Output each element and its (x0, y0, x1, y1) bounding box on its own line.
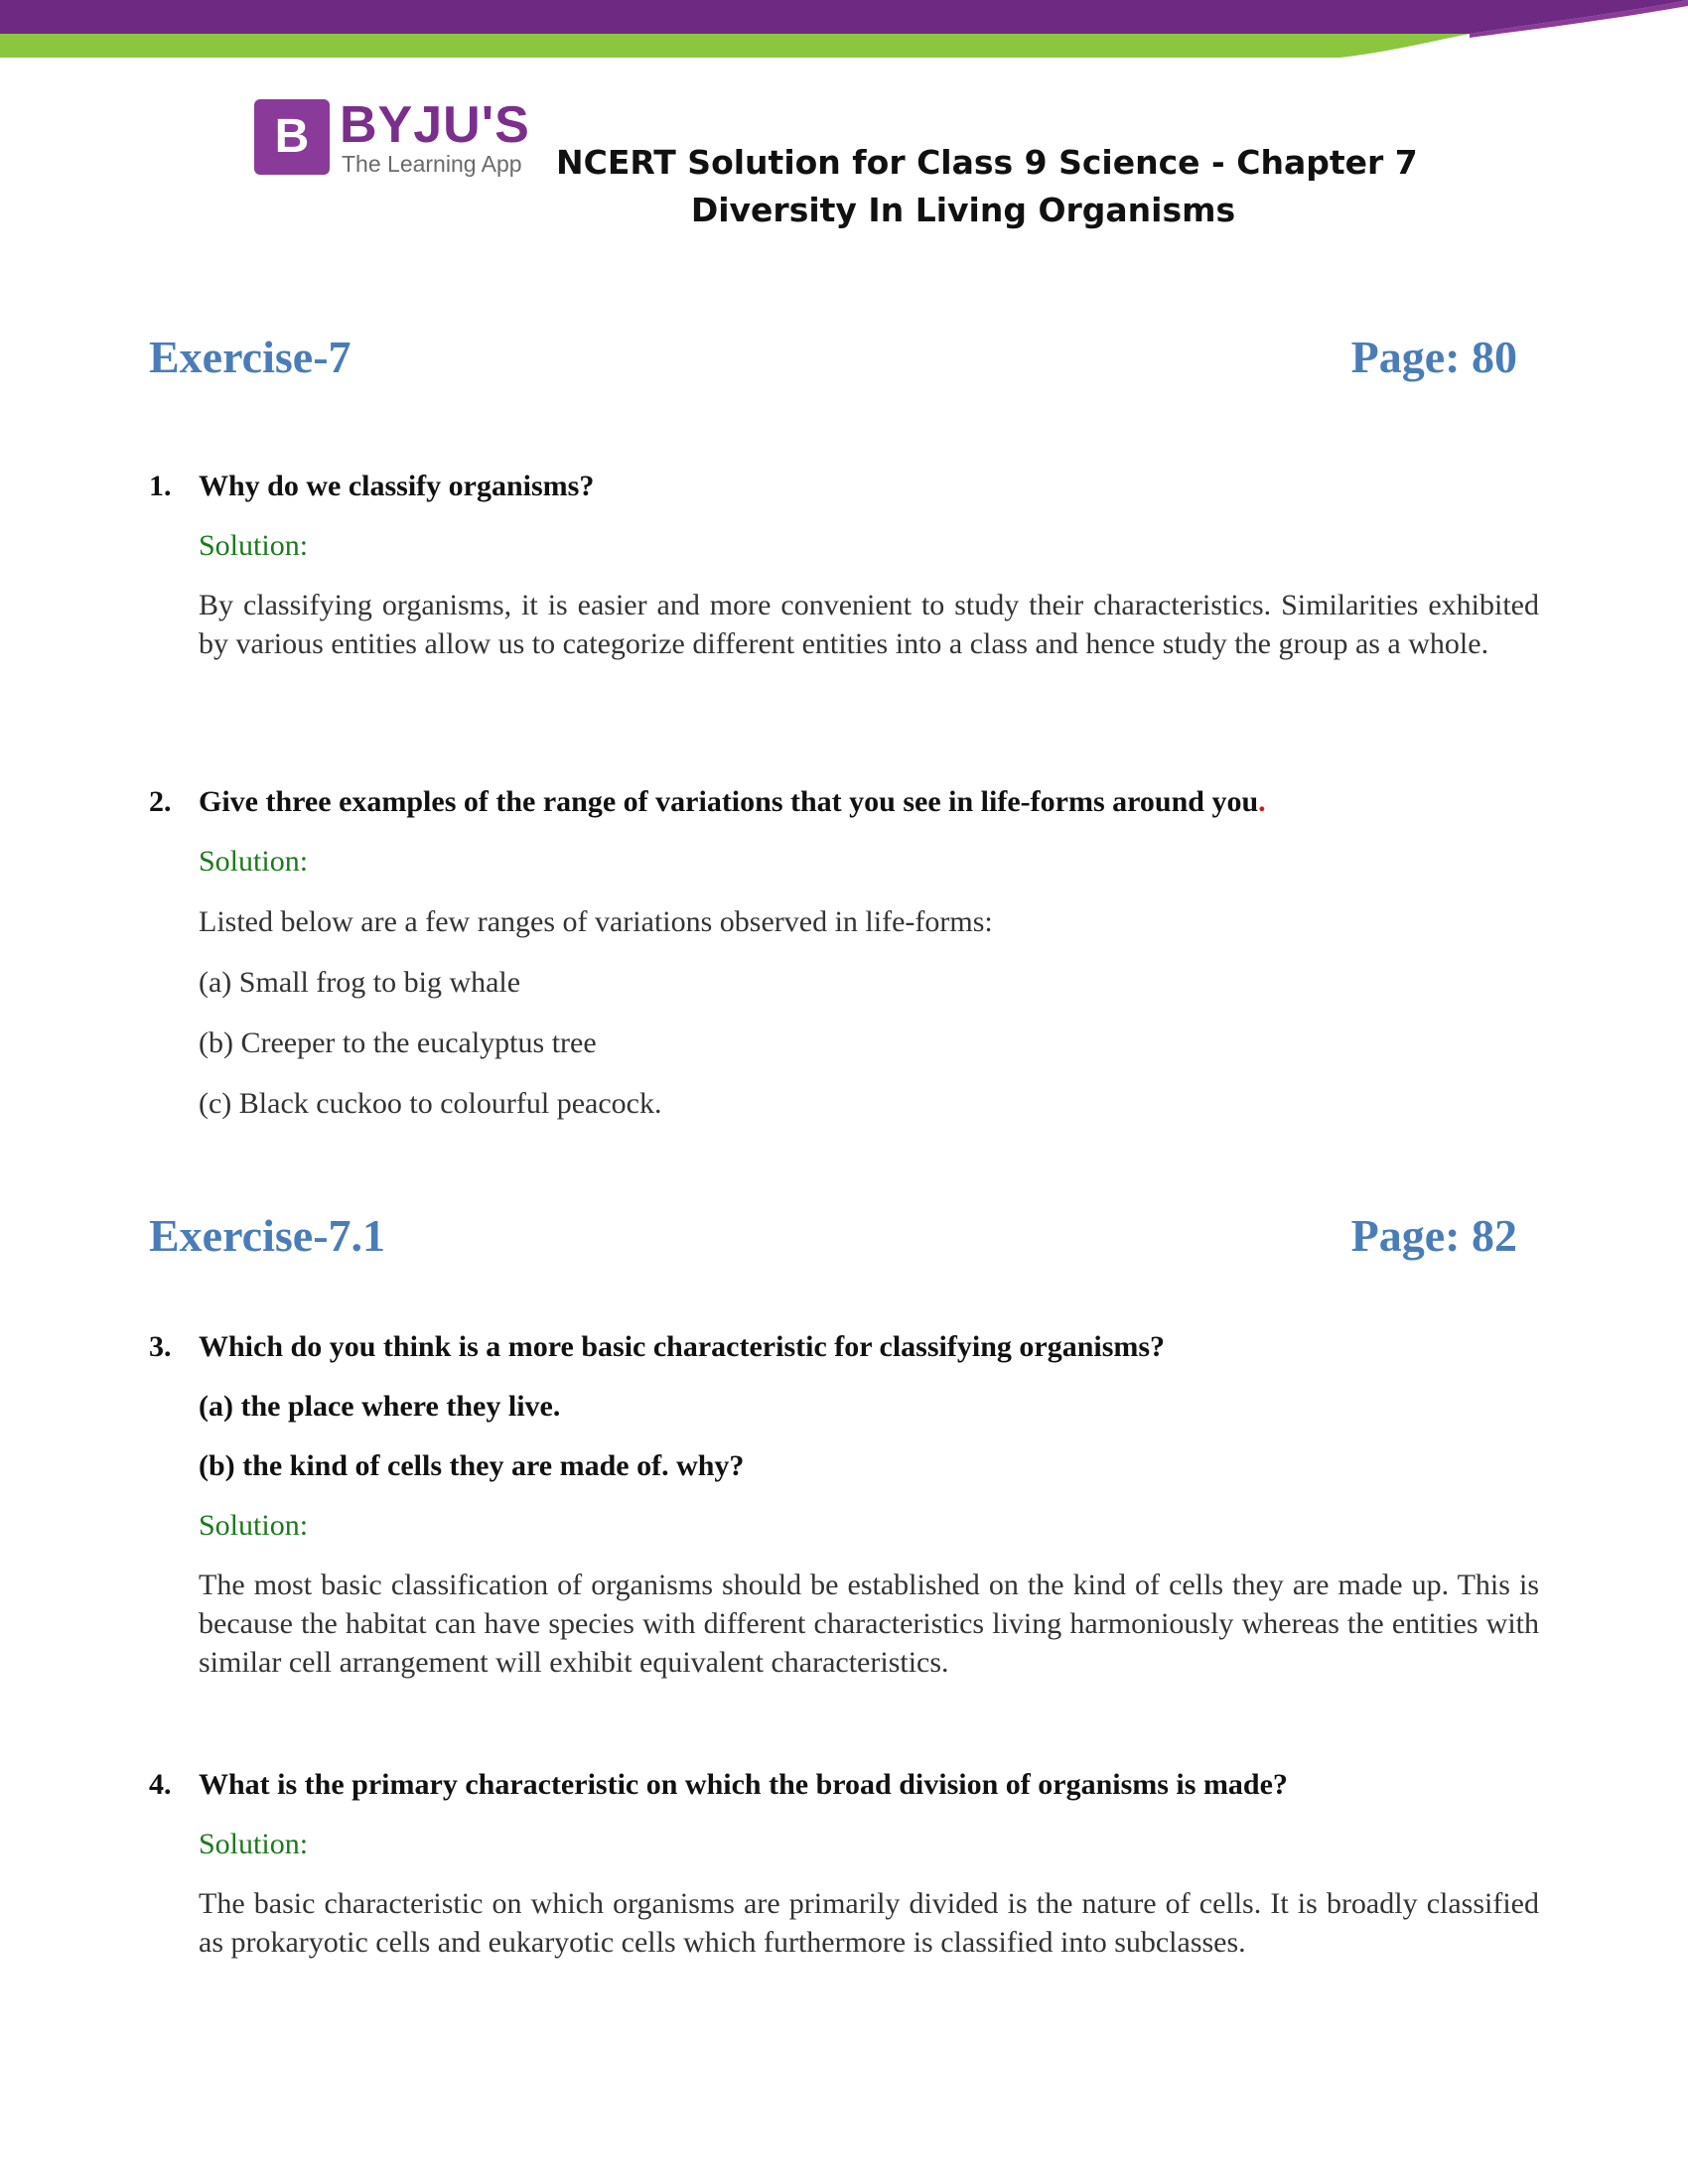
solution-list-item: (c) Black cuckoo to colourful peacock. (199, 1087, 662, 1120)
title-line-1: NCERT Solution for Class 9 Science - Chapter 7 (556, 143, 1418, 182)
solution-text: By classifying organisms, it is easier and more convenient to study their characteristics. Similarities exhibited by various entities allow us to categorize different entities into a class and hence study the group as a whole. (199, 589, 1539, 660)
question-number: 3. (149, 1330, 172, 1363)
question-item (149, 467, 1539, 663)
logo-letter: B (274, 110, 310, 163)
question-item (149, 1327, 1539, 1682)
document-title (556, 139, 1418, 234)
question-label: Why do we classify organisms? (199, 470, 595, 502)
question-option: (a) the place where they live. (199, 1390, 561, 1423)
solution-text: The most basic classification of organisms should be established on the kind of cells they are made up. This is because the habitat can have species with different characteristics living harmoniously whereas the entities with similar cell arrangement will exhibit equivalent characteristics. (199, 1569, 1539, 1679)
logo-name: BYJU'S (340, 96, 530, 154)
exercise-heading (149, 1209, 1517, 1269)
solution-intro: Listed below are a few ranges of variations observed in life-forms: (199, 905, 993, 938)
exercise-page: Page: 80 (1350, 332, 1517, 382)
question-text (149, 782, 1539, 822)
solution-label: Solution: (199, 845, 309, 878)
solution-text: The basic characteristic on which organisms are primarily divided is the nature of cells. It is broadly classified as prokaryotic cells and eukaryotic cells which furthermore is classified into subclasses. (199, 1887, 1539, 1959)
question-item (149, 1765, 1539, 1962)
question-label: What is the primary characteristic on which the broad division of organisms is made? (199, 1768, 1288, 1801)
question-item (149, 782, 1539, 1124)
byjus-logo (254, 96, 542, 183)
header-decorative-band (0, 0, 1688, 64)
question-end-mark: . (1258, 785, 1266, 818)
question-text (149, 1327, 1539, 1367)
solution-label: Solution: (199, 1828, 309, 1860)
question-text (149, 467, 1539, 506)
question-number: 2. (149, 785, 172, 818)
logo-tagline: The Learning App (342, 151, 522, 177)
question-option: (b) the kind of cells they are made of. why? (199, 1449, 745, 1482)
question-label: Which do you think is a more basic characteristic for classifying organisms? (199, 1330, 1166, 1363)
title-line-2: Diversity In Living Organisms (690, 191, 1236, 229)
question-text (149, 1765, 1539, 1805)
solution-list-item: (b) Creeper to the eucalyptus tree (199, 1026, 597, 1059)
exercise-page: Page: 82 (1350, 1210, 1517, 1261)
solution-list-item: (a) Small frog to big whale (199, 966, 521, 999)
question-number: 4. (149, 1768, 172, 1801)
question-label: Give three examples of the range of variations that you see in life-forms around you (199, 785, 1259, 818)
solution-label: Solution: (199, 529, 309, 562)
solution-label: Solution: (199, 1509, 309, 1542)
exercise-name: Exercise-7 (149, 332, 352, 382)
exercise-heading (149, 331, 1517, 390)
question-number: 1. (149, 470, 172, 502)
exercise-name: Exercise-7.1 (149, 1210, 386, 1261)
